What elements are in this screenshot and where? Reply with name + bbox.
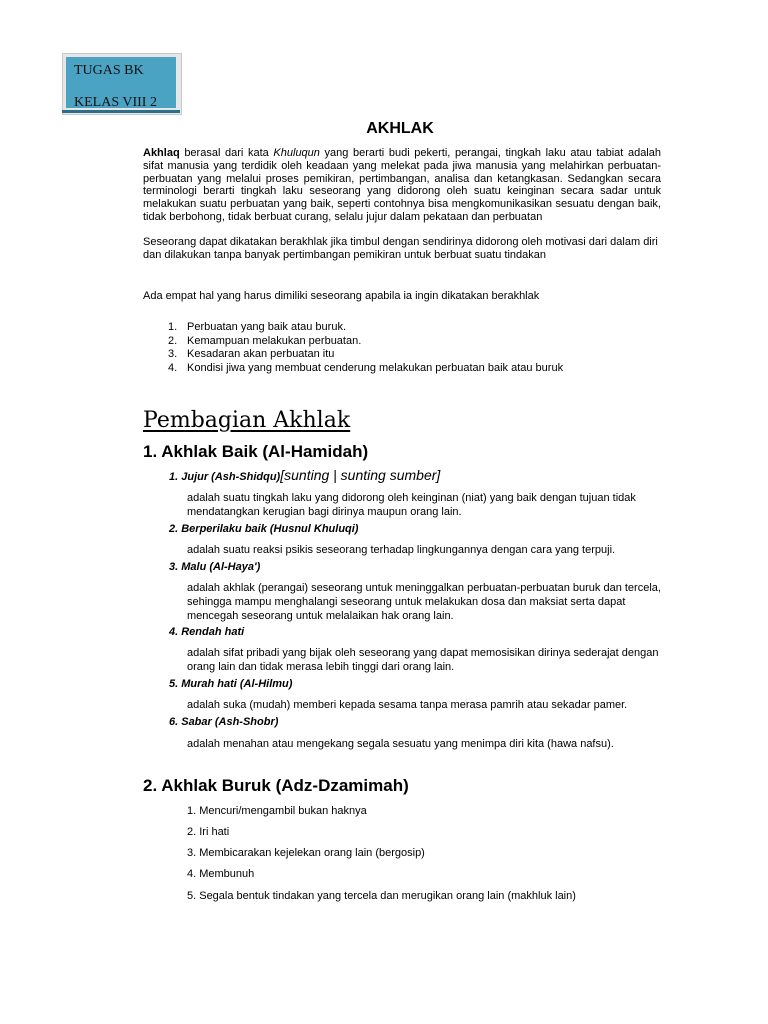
document-title: AKHLAK [366,120,434,137]
list-item: 3. Kesadaran akan perbuatan itu [168,348,335,360]
intro-text-2: yang berarti budi pekerti, perangai, tingkah laku atau tabiat adalah sifat manusia yang terdidik oleh keadaan yang melekat pada jiwa manusia yang melahirkan perbuatan-perbuatan yang melalui proses pemikiran, pertimbangan, analisa dan ketangkasan. Sedangkan secara terminologi berarti tingkah laku seseorang yang didorong oleh suatu keinginan secara sadar untuk melakukan suatu perbuatan yang baik, seperti contohnya bisa mengkomunikasikan sesuatu dengan baik, tidak berbohong, tidak berbuat curang, selalu jujur dalam pekataan dan perbuatan [143,147,661,223]
header-line-1: TUGAS BK [74,63,144,78]
intro-term: Akhlaq [143,147,180,159]
list-item: 2. Iri hati [187,826,230,838]
subheading-berperilaku-baik: 2. Berperilaku baik (Husnul Khuluqi) [169,523,359,535]
subheading-sabar: 6. Sabar (Ash-Shobr) [169,716,279,728]
subheading-jujur: 1. Jujur (Ash-Shidqu)[sunting | sunting sumber] [169,467,441,483]
list-item: 4. Kondisi jiwa yang membuat cenderung melakukan perbuatan baik atau buruk [168,361,564,374]
list-item: 1. Mencuri/mengambil bukan haknya [187,805,367,817]
subheading-rendah-hati: 4. Rendah hati [169,626,245,638]
intro-paragraph [143,147,661,224]
list-item: 3. Membicarakan kejelekan orang lain (bergosip) [187,847,425,859]
desc-malu: adalah akhlak (perangai) seseorang untuk meninggalkan perbuatan-perbuatan buruk dan tercela, sehingga mampu menghalangi seseorang untuk melakukan dosa dan maksiat serta dapat mencegah seseorang untuk melalaikan hak orang lain. [187,582,661,622]
header-underline-bar [62,110,180,113]
list-item: 1. Perbuatan yang baik atau buruk. [168,321,347,333]
header-box [66,57,176,108]
desc-jujur: adalah suatu tingkah laku yang didorong oleh keinginan (niat) yang baik dengan tujuan tidak mendatangkan kerugian bagi dirinya maupun orang lain. [187,492,636,518]
list-item: 2. Kemampuan melakukan perbuatan. [168,334,362,347]
list-item: 4. Membunuh [187,868,255,880]
subheading-murah-hati: 5. Murah hati (Al-Hilmu) [169,678,293,690]
desc-sabar: adalah menahan atau mengekang segala sesuatu yang menimpa diri kita (hawa nafsu). [187,738,614,750]
list-item: 5. Segala bentuk tindakan yang tercela dan merugikan orang lain (makhluk lain) [187,890,576,902]
paragraph-four-things: Ada empat hal yang harus dimiliki seseorang apabila ia ingin dikatakan berakhlak [143,290,540,302]
desc-berperilaku-baik: adalah suatu reaksi psikis seseorang terhadap lingkungannya dengan cara yang terpuji. [187,544,616,556]
desc-rendah-hati: adalah sifat pribadi yang bijak oleh seseorang yang dapat memosisikan dirinya sederajat dengan orang lain dan tidak merasa lebih tinggi dari orang lain. [187,647,659,673]
section-heading-pembagian: Pembagian Akhlak [143,408,351,433]
intro-text-1: berasal dari kata [179,147,274,159]
intro-khuluqun: Khuluqun [273,147,320,159]
paragraph-motivation: Seseorang dapat dikatakan berakhlak jika timbul dengan sendirinya didorong oleh motivasi dari dalam diri dan dilakukan tanpa banyak pertimbangan pemikiran untuk berbuat suatu tindakan [143,236,658,261]
subheading-malu: 3. Malu (Al-Haya') [169,561,261,573]
heading-akhlak-baik: 1. Akhlak Baik (Al-Hamidah) [143,442,369,461]
desc-murah-hati: adalah suka (mudah) memberi kepada sesama tanpa merasa pamrih atau sekadar pamer. [187,699,628,711]
edit-source-link[interactable]: [sunting | sunting sumber] [280,467,441,483]
heading-akhlak-buruk: 2. Akhlak Buruk (Adz-Dzamimah) [143,776,409,795]
four-things-list [168,321,563,375]
header-line-2: KELAS VIII 2 [74,95,157,108]
